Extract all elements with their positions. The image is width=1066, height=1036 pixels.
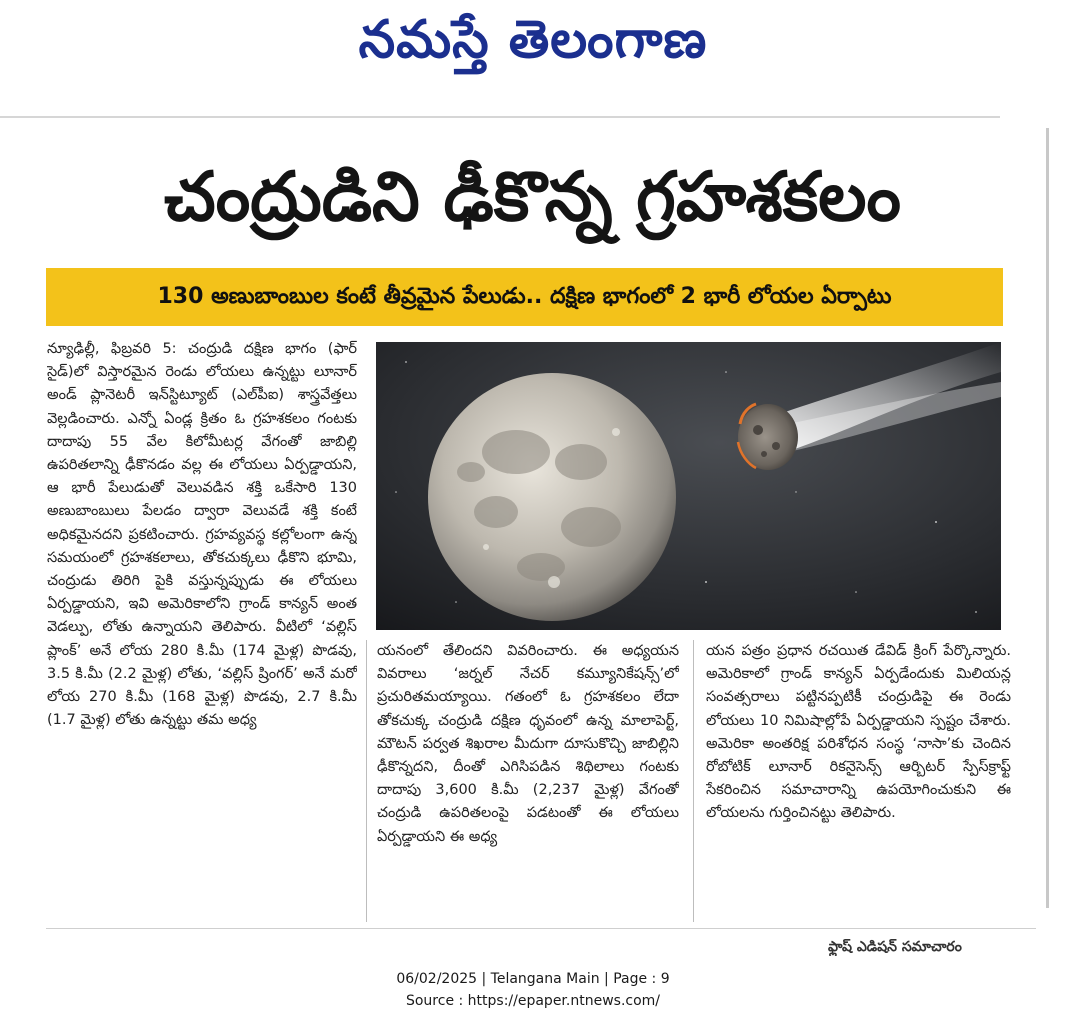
subheadline-band [46, 268, 1003, 326]
article-headline: చంద్రుడిని ఢీకొన్న గ్రహశకలం [164, 158, 901, 237]
footer-source: Source : https://epaper.ntnews.com/ [405, 993, 661, 1009]
footer-date-edition: 06/02/2025 | Telangana Main | Page : 9 [396, 971, 670, 987]
article-subheadline: 130 అణుబాంబుల కంటే తీవ్రమైన పేలుడు.. దక్షిణ భాగంలో 2 భారీ లోయల ఏర్పాటు [157, 284, 892, 309]
next-story-fragment: ఫ్లాష్ ఎడిషన్ సమాచారం [828, 939, 962, 955]
column-divider [366, 640, 367, 922]
top-divider [0, 116, 1000, 118]
article-column-3: యన పత్రం ప్రధాన రచయిత డేవిడ్ క్రింగ్ పేర్కొన్నారు. అమెరికాలో గ్రాండ్ కాన్యన్ ఏర్పడేందుకు మిలియన్ల సంవత్సరాలు పట్టినప్పటికీ చంద్రుడిపై ఈ రెండు లోయలు 10 నిమిషాల్లోపే ఏర్పడ్డాయని స్పష్టం చేశారు. అమెరికా అంతరిక్ష పరిశోధన సంస్థ ‘నాసా’కు చెందిన రోబోటిక్ లూనార్ రికనైసెన్స్ ఆర్బిటర్ స్పేస్‌క్రాఫ్ట్ సేకరించిన సమాచారాన్ని ఉపయోగించుకుని ఈ లోయలను గుర్తించినట్టు తెలిపారు. [706, 643, 1011, 822]
adjacent-column-edge [1046, 128, 1049, 908]
bottom-divider [46, 928, 1036, 929]
moon-asteroid-photo [376, 342, 1001, 630]
moon-asteroid-illustration [376, 342, 1001, 630]
column-divider [693, 640, 694, 922]
masthead-logo: నమస్తే తెలంగాణ [358, 10, 708, 70]
article-column-1: న్యూఢిల్లీ, ఫిబ్రవరి 5: చంద్రుడి దక్షిణ భాగం (ఫార్ సైడ్)లో విస్తారమైన రెండు లోయలు ఉన్నట్టు లూనార్ అండ్ ప్లానెటరీ ఇన్‌స్టిట్యూట్ (ఎల్‌పీఐ) శాస్త్రవేత్తలు వెల్లడించారు. ఎన్నో ఏండ్ల క్రితం ఓ గ్రహశకలం గంటకు దాదాపు 55 వేల కిలోమీటర్ల వేగంతో జాబిల్లి ఉపరితలాన్ని ఢీకొనడం వల్ల ఈ లోయలు ఏర్పడ్డాయని, ఆ భారీ పేలుడుతో వెలువడిన శక్తి ఒకేసారి 130 అణుబాంబులు పేలడం ద్వారా వెలువడే శక్తి కంటే అధికమైనదని ప్రకటించారు. గ్రహవ్యవస్థ కల్లోలంగా ఉన్న సమయంలో గ్రహశకలాలు, తోకచుక్కలు ఢీకొని భూమి, చంద్రుడు తిరిగి పైకి వస్తున్నప్పుడు ఈ లోయలు ఏర్పడ్డాయని, ఇవి అమెరికాలోని గ్రాండ్ కాన్యన్ అంత వెడల్పు, లోతు ఉన్నాయని తెలిపారు. వీటిలో ‘వల్లిస్ ప్లాంక్’ అనే లోయ 280 కి.మీ (174 మైళ్ల) పొడవు, 3.5 కి.మీ (2.2 మైళ్ల) లోతు, ‘వల్లిస్ ష్రింగర్’ అనే మరో లోయ 270 కి.మీ (168 మైళ్ల) పొడవు, 2.7 కి.మీ (1.7 మైళ్ల) లోతు ఉన్నట్టు తమ అధ్య [47, 341, 357, 729]
article-column-2: యనంలో తేలిందని వివరించారు. ఈ అధ్యయన వివరాలు ‘జర్నల్ నేచర్ కమ్యూనికేషన్స్’లో ప్రచురితమయ్యాయి. గతంలో ఓ గ్రహశకలం లేదా తోకచుక్క చంద్రుడి దక్షిణ ధృవంలో ఉన్న మాలాపెర్ట్, మౌటన్ పర్వత శిఖరాల మీదుగా దూసుకొచ్చి జాబిల్లిని ఢీకొన్నదని, దీంతో ఎగిసిపడిన శిథిలాలు గంటకు దాదాపు 3,600 కి.మీ (2,237 మైళ్ల) వేగంతో చంద్రుడి ఉపరితలంపై పడటంతో ఈ లోయలు ఏర్పడ్డాయని ఈ అధ్య [377, 643, 679, 845]
page-footer [0, 968, 1066, 1012]
